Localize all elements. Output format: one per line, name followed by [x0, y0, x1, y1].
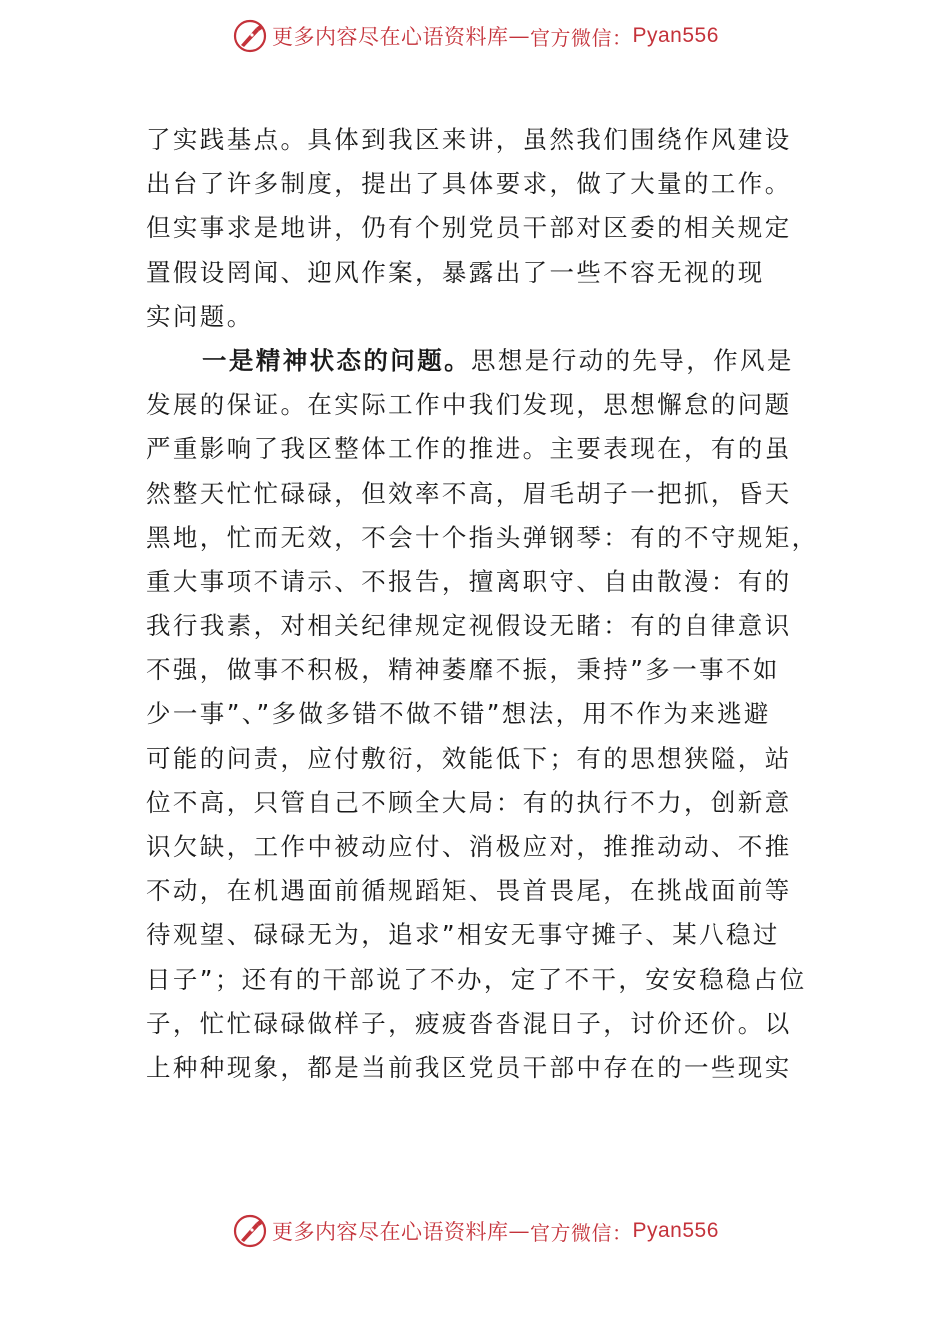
text-line: 位不高，只管自己不顾全大局：有的执行不力，创新意	[146, 787, 792, 817]
text-line: 置假设罔闻、迎风作案，暴露出了一些不容无视的现	[146, 257, 765, 287]
pen-nib-logo-icon	[232, 1213, 268, 1249]
footer-watermark	[232, 1211, 719, 1251]
paragraph-first-line	[146, 339, 816, 383]
paragraph-first-line-text: 思想是行动的先导，作风是	[471, 345, 794, 375]
watermark-separator: —	[508, 24, 530, 48]
text-line: 识欠缺，工作中被动应付、消极应对，推推动动、不推	[146, 832, 792, 861]
text-line: 子，忙忙碌碌做样子，疲疲沓沓混日子，讨价还价。以	[146, 1008, 792, 1038]
text-line: 日子”；还有的干部说了不办，定了不干，安安稳稳占位	[146, 964, 807, 994]
watermark-site-name: 更多内容尽在心语资料库	[272, 1220, 509, 1244]
text-line: 我行我素，对相关纪律规定视假设无睹：有的自律意识	[146, 611, 792, 641]
watermark-wechat-label: 官方微信：	[530, 1220, 633, 1245]
text-line: 上种种现象，都是当前我区党员干部中存在的一些现实	[146, 1052, 792, 1082]
text-line: 出台了许多制度，提出了具体要求，做了大量的工作。	[146, 169, 792, 199]
document-body	[146, 118, 819, 1090]
watermark-separator: —	[508, 1219, 530, 1243]
watermark-site-name: 更多内容尽在心语资料库	[272, 25, 509, 49]
text-line: 了实践基点。具体到我区来讲，虽然我们围绕作风建设	[146, 125, 792, 154]
text-line: 可能的问责，应付敷衍，效能低下；有的思想狭隘，站	[146, 743, 792, 773]
text-line: 但实事求是地讲，仍有个别党员干部对区委的相关规定	[146, 213, 792, 243]
text-line: 不强，做事不积极，精神萎靡不振，秉持”多一事不如	[146, 655, 780, 685]
paragraph-lead-heading: 一是精神状态的问题。	[202, 345, 471, 375]
text-line: 严重影响了我区整体工作的推进。主要表现在，有的虽	[146, 434, 792, 464]
text-line: 发展的保证。在实际工作中我们发现，思想懈怠的问题	[146, 390, 792, 420]
watermark-account: Pyan556	[632, 24, 719, 47]
text-line: 然整天忙忙碌碌，但效率不高，眉毛胡子一把抓，昏天	[146, 478, 792, 508]
pen-nib-logo-icon	[232, 18, 268, 54]
text-line: 黑地，忙而无效，不会十个指头弹钢琴：有的不守规矩，	[146, 522, 819, 552]
paragraph-1	[146, 118, 816, 339]
paragraph-2	[146, 339, 819, 1090]
header-watermark	[232, 16, 719, 56]
text-line: 少一事”、”多做多错不做不错”想法，用不作为来逃避	[146, 699, 771, 729]
text-line: 待观望、碌碌无为，追求”相安无事守摊子、某八稳过	[146, 920, 780, 950]
watermark-wechat-label: 官方微信：	[530, 25, 633, 50]
text-line: 实问题。	[146, 301, 254, 331]
text-line: 不动，在机遇面前循规蹈矩、畏首畏尾，在挑战面前等	[146, 876, 792, 906]
watermark-account: Pyan556	[632, 1219, 719, 1242]
text-line: 重大事项不请示、不报告，擅离职守、自由散漫：有的	[146, 566, 792, 596]
